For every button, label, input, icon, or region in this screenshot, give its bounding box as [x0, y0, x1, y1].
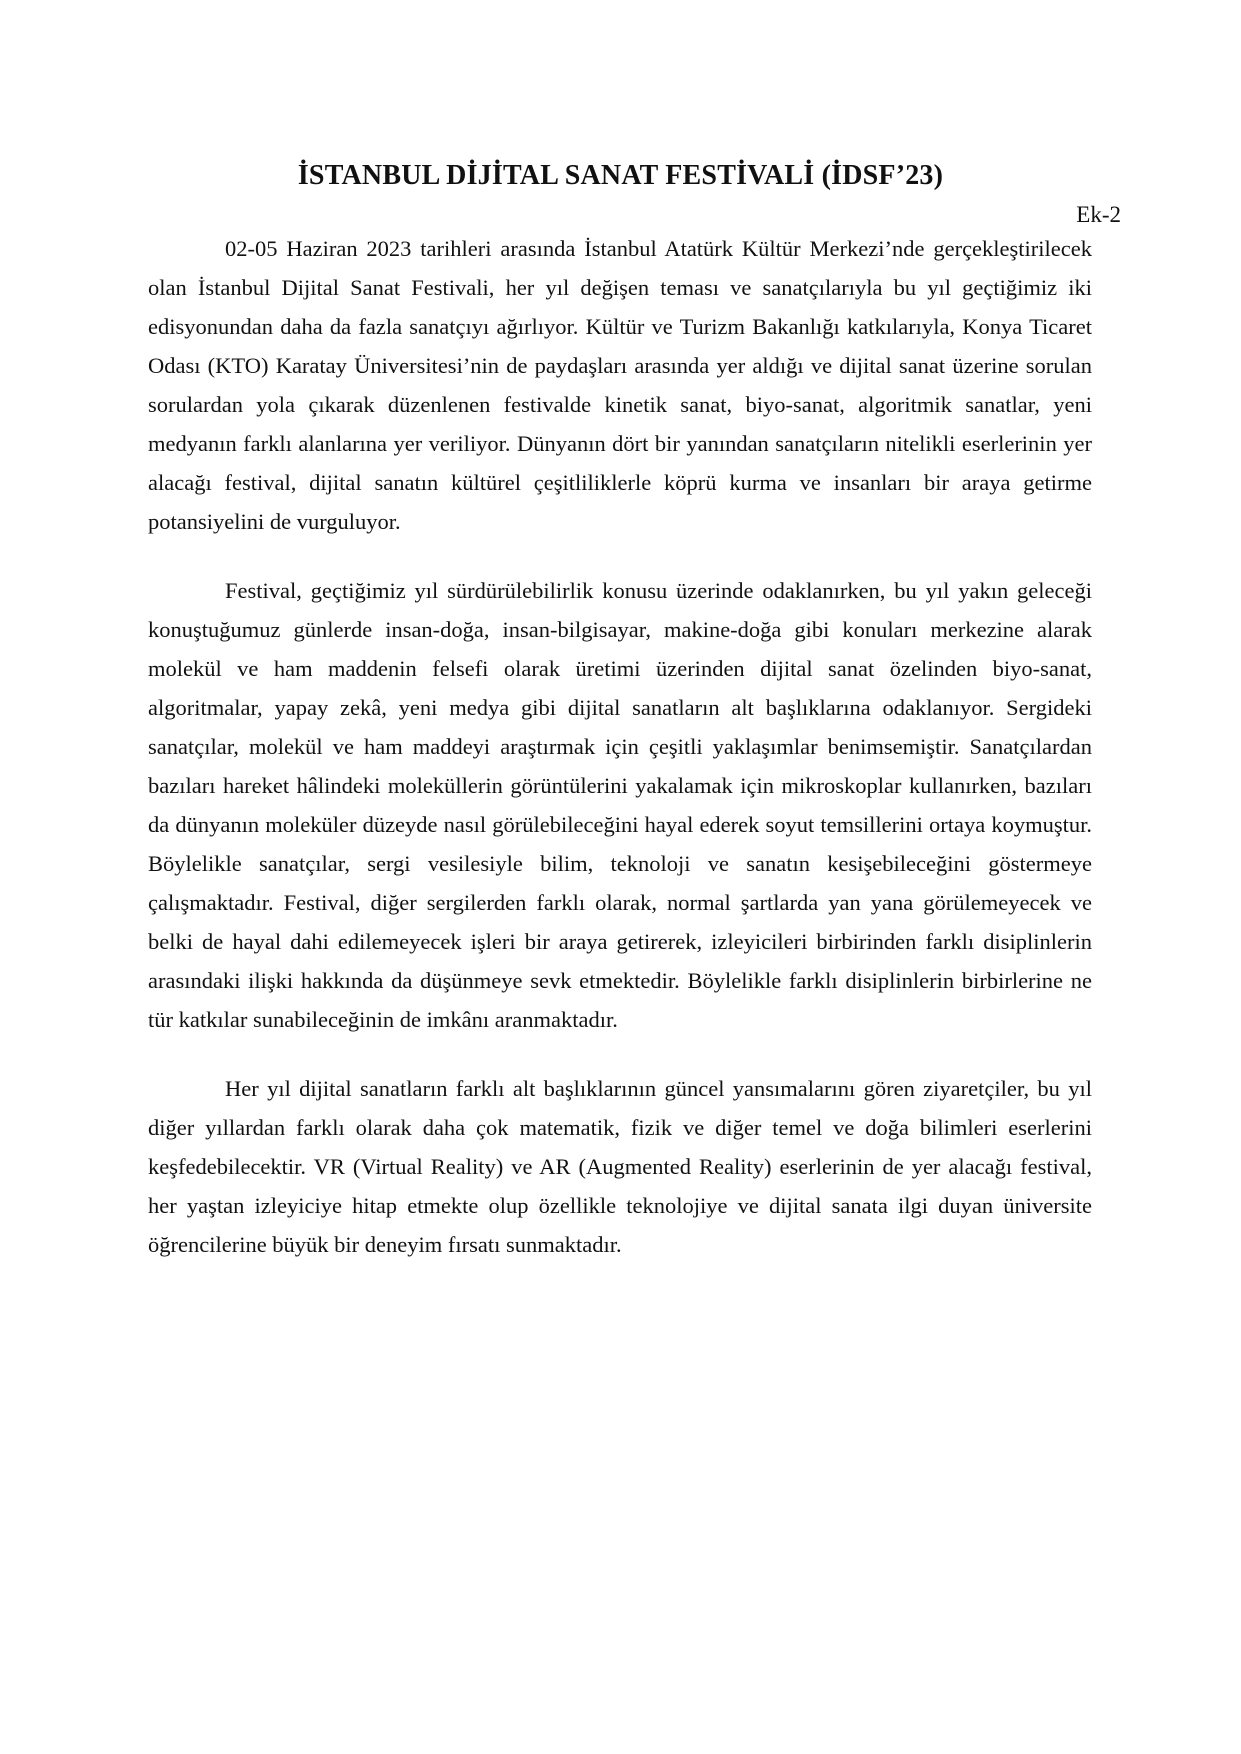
annex-label: Ek-2 [1076, 202, 1121, 227]
paragraph-3: Her yıl dijital sanatların farklı alt başlıklarının güncel yansımalarını gören ziyaretçiler, bu yıl diğer yıllardan farklı olarak daha çok matematik, fizik ve diğer temel ve doğa bilimleri eserlerini keşfedebilecektir. VR (Virtual Reality) ve AR (Augmented Reality) eserlerinin de yer alacağı festival, her yaştan izleyiciye hitap etmekte olup özellikle teknolojiye ve dijital sanata ilgi duyan üniversite öğrencilerine büyük bir deneyim fırsatı sunmaktadır. [148, 1076, 1092, 1257]
paragraph-2: Festival, geçtiğimiz yıl sürdürülebilirlik konusu üzerinde odaklanırken, bu yıl yakın geleceği konuştuğumuz günlerde insan-doğa, insan-bilgisayar, makine-doğa gibi konuları merkezine alarak molekül ve ham maddenin felsefi olarak üretimi üzerinden dijital sanat özelinden biyo-sanat, algoritmalar, yapay zekâ, yeni medya gibi dijital sanatların alt başlıklarına odaklanıyor. Sergideki sanatçılar, molekül ve ham maddeyi araştırmak için çeşitli yaklaşımlar benimsemiştir. Sanatçılardan bazıları hareket hâlindeki moleküllerin görüntülerini yakalamak için mikroskoplar kullanırken, bazıları da dünyanın moleküler düzeyde nasıl görülebileceğini hayal ederek soyut temsillerini ortaya koymuştur. Böylelikle sanatçılar, sergi vesilesiyle bilim, teknoloji ve sanatın kesişebileceğini göstermeye çalışmaktadır. Festival, diğer sergilerden farklı olarak, normal şartlarda yan yana görülemeyecek ve belki de hayal dahi edilemeyecek işleri bir araya getirerek, izleyicileri birbirinden farklı disiplinlerin arasındaki ilişki hakkında da düşünmeye sevk etmektedir. Böylelikle farklı disiplinlerin birbirlerine ne tür katkılar sunabileceğinin de imkânı aranmaktadır. [148, 578, 1092, 1032]
document-title: İSTANBUL DİJİTAL SANAT FESTİVALİ (İDSF’23) [297, 160, 944, 191]
paragraph-1: 02-05 Haziran 2023 tarihleri arasında İstanbul Atatürk Kültür Merkezi’nde gerçekleştirilecek olan İstanbul Dijital Sanat Festivali, her yıl değişen teması ve sanatçılarıyla bu yıl geçtiğimiz iki edisyonundan daha da fazla sanatçıyı ağırlıyor. Kültür ve Turizm Bakanlığı katkılarıyla, Konya Ticaret Odası (KTO) Karatay Üniversitesi’nin de paydaşları arasında yer aldığı ve dijital sanat üzerine sorulan sorulardan yola çıkarak düzenlenen festivalde kinetik sanat, biyo-sanat, algoritmik sanatlar, yeni medyanın farklı alanlarına yer veriliyor. Dünyanın dört bir yanından sanatçıların nitelikli eserlerinin yer alacağı festival, dijital sanatın kültürel çeşitliliklerle köprü kurma ve insanları bir araya getirme potansiyelini de vurguluyor. [148, 236, 1092, 534]
document-body [148, 229, 1092, 1294]
